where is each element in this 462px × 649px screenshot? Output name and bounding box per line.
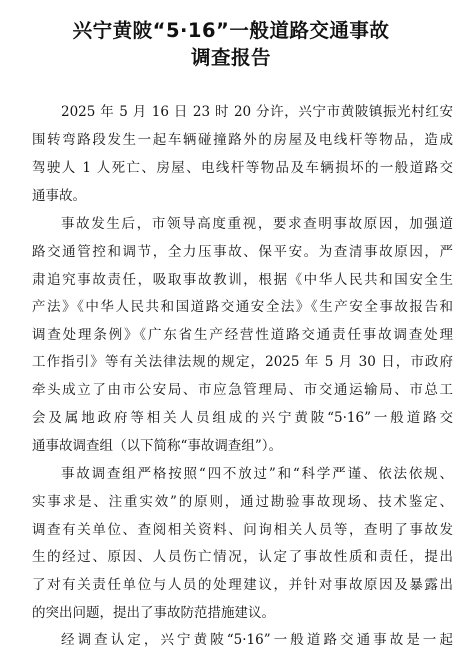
paragraph-line: 生的经过、原因、人员伤亡情况，认定了事故性质和责任，提出 bbox=[32, 549, 453, 565]
paragraph-line: 路交通管控和调节，全力压事故、保平安。为查清事故原因，严 bbox=[32, 244, 453, 260]
paragraph-line: 通事故调查组（以下简称“事故调查组”）。 bbox=[32, 438, 283, 454]
paragraph-line: 围转弯路段发生一起车辆碰撞路外的房屋及电线杆等物品，造成 bbox=[32, 132, 453, 148]
paragraph-line: 事故调查组严格按照“四不放过”和“科学严谨、依法依规、 bbox=[61, 466, 453, 482]
paragraph-line: 的突出问题，提出了事故防范措施建议。 bbox=[32, 605, 275, 621]
paragraph-line: 肃追究事故责任，吸取事故教训，根据《中华人民共和国安全生 bbox=[32, 272, 453, 288]
paragraph-line: 驾驶人 1 人死亡、房屋、电线杆等物品及车辆损坏的一般道路交 bbox=[32, 160, 453, 176]
paragraph-line: 通事故。 bbox=[32, 188, 86, 204]
paragraph-line: 牵头成立了由市公安局、市应急管理局、市交通运输局、市总工 bbox=[32, 382, 453, 398]
report-title-line-2: 调查报告 bbox=[190, 46, 271, 69]
paragraph-line: 事故发生后，市领导高度重视，要求查明事故原因，加强道 bbox=[61, 216, 453, 232]
paragraph-line: 了对有关责任单位与人员的处理建议，并针对事故原因及暴露出 bbox=[32, 577, 453, 593]
paragraph-line: 实事求是、注重实效”的原则，通过勘验事故现场、技术鉴定、 bbox=[32, 494, 453, 510]
report-title-line-1: 兴宁黄陂“5·16”一般道路交通事故 bbox=[72, 19, 390, 42]
paragraph-line: 产法》《中华人民共和国道路交通安全法》《生产安全事故报告和 bbox=[32, 299, 453, 315]
paragraph-line: 经调查认定，兴宁黄陂“5·16”一般道路交通事故是一起 bbox=[61, 632, 453, 648]
paragraph-line: 2025 年 5 月 16 日 23 时 20 分许，兴宁市黄陂镇振光村红安 bbox=[61, 104, 453, 120]
paragraph-line: 调查处理条例》《广东省生产经营性道路交通责任事故调查处理 bbox=[32, 327, 453, 343]
paragraph-line: 工作指引》等有关法律法规的规定，2025 年 5 月 30 日，市政府 bbox=[32, 354, 453, 370]
paragraph-line: 调查有关单位、查阅相关资料、问询相关人员等，查明了事故发 bbox=[32, 522, 453, 538]
paragraph-line: 会及属地政府等相关人员组成的兴宁黄陂“5·16”一般道路交 bbox=[32, 410, 453, 426]
